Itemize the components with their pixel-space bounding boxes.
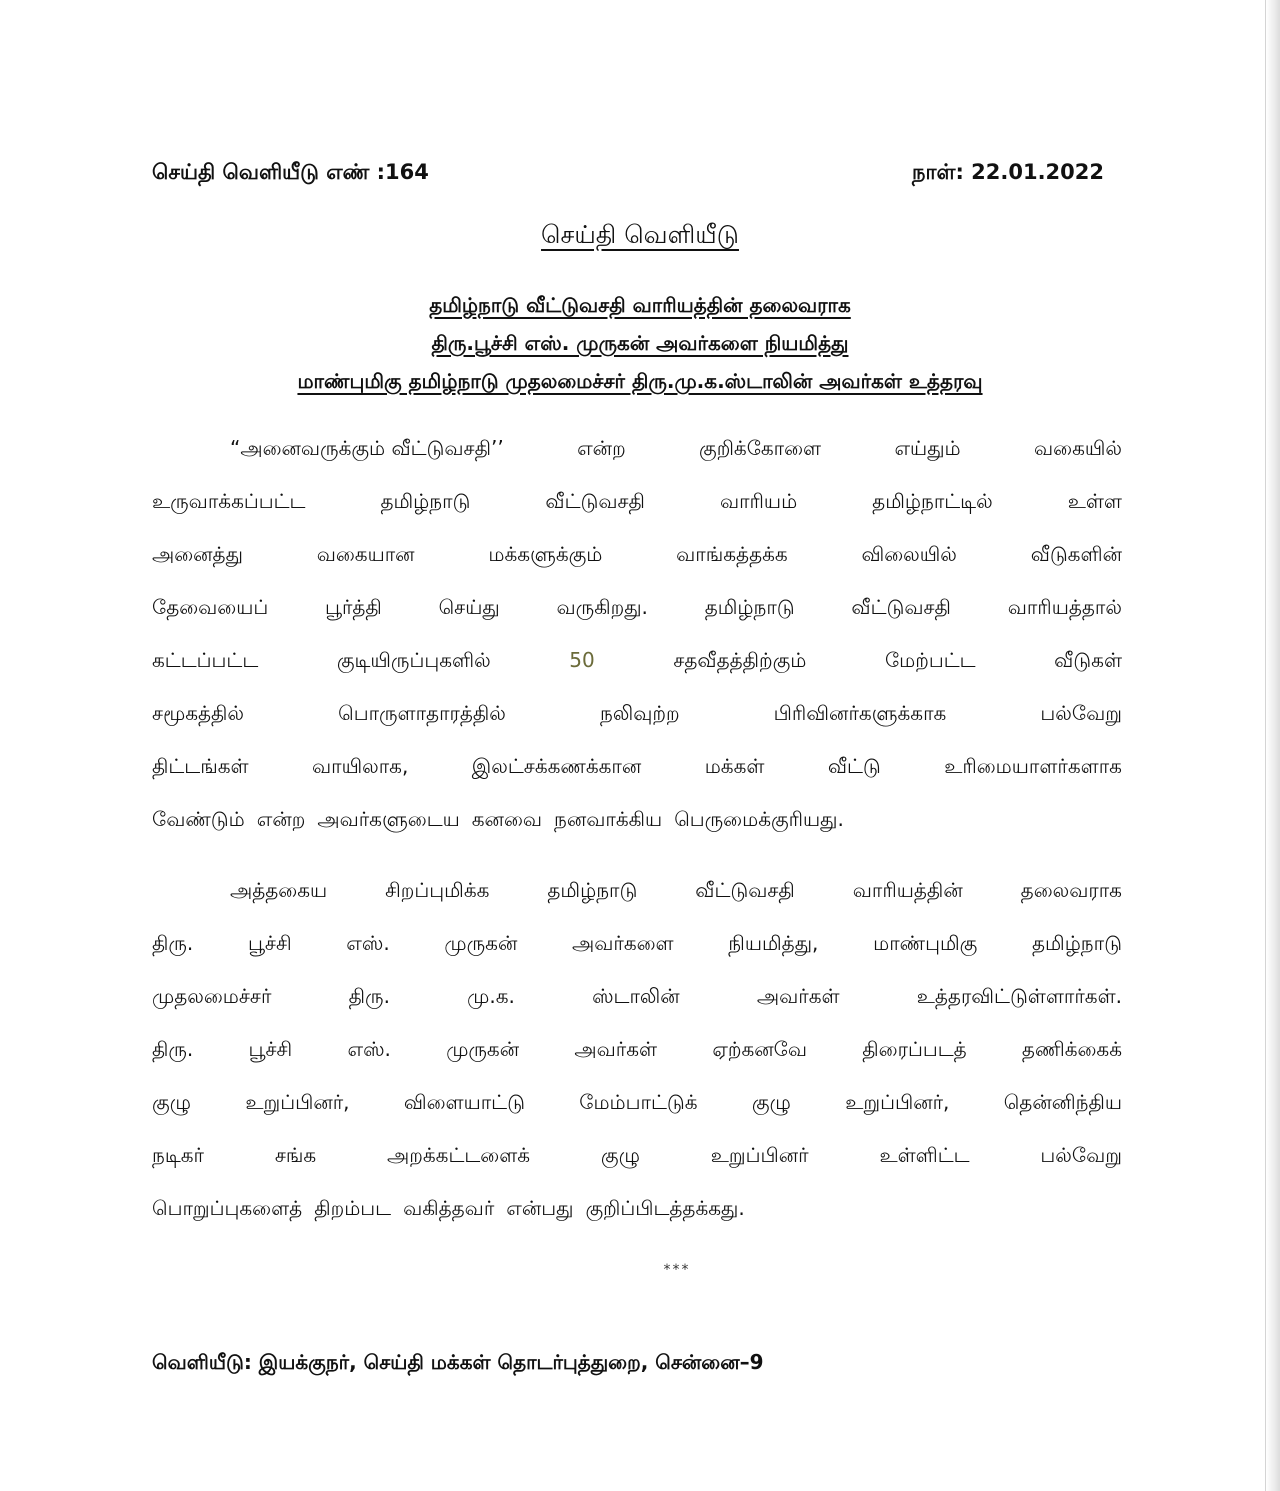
text-line: [152, 1029, 1122, 1082]
word: தலைவராக: [1020, 878, 1122, 902]
word: தமிழ்நாடு: [704, 595, 795, 619]
text-line: [152, 1188, 1122, 1241]
word: வீடுகள்: [1054, 648, 1122, 672]
word: திரைப்படத்: [862, 1037, 967, 1061]
word: தமிழ்நாடு: [547, 878, 638, 902]
word: வாங்கத்தக்க: [676, 542, 788, 566]
word: வாரியத்தால்: [1007, 595, 1122, 619]
headline: [152, 286, 1128, 400]
text-line: [152, 693, 1122, 746]
word: முருகன்: [446, 1037, 520, 1061]
word: என்ற: [577, 436, 626, 460]
word: திறம்பட: [314, 1196, 392, 1220]
word: பெருமைக்குரியது.: [674, 807, 844, 831]
word: வேண்டும்: [152, 807, 245, 831]
word: 50: [569, 648, 595, 672]
word: கட்டப்பட்ட: [152, 648, 259, 672]
word: வாயிலாக,: [312, 754, 409, 778]
word: இலட்சக்கணக்கான: [471, 754, 642, 778]
text-line: [152, 587, 1122, 640]
headline-line: தமிழ்நாடு வீட்டுவசதி வாரியத்தின் தலைவராக: [429, 293, 851, 317]
word: சமூகத்தில்: [152, 701, 245, 725]
word: அவர்கள்: [756, 984, 840, 1008]
word: பூச்சி: [248, 1037, 293, 1061]
word: குழு: [600, 1143, 640, 1167]
word: என்பது: [506, 1196, 574, 1220]
word: பொருளாதாரத்தில்: [338, 701, 506, 725]
word: முருகன்: [444, 931, 518, 955]
word: சங்க: [274, 1143, 317, 1167]
word: திட்டங்கள்: [152, 754, 249, 778]
headline-line: திரு.பூச்சி எஸ். முருகன் அவர்களை நியமித்து: [431, 331, 849, 355]
text-line: [152, 746, 1122, 799]
page-edge-shadow: [1266, 0, 1280, 1491]
word: உறுப்பினர்: [710, 1143, 809, 1167]
word: தமிழ்நாடு: [380, 489, 471, 513]
word: பூர்த்தி: [325, 595, 382, 619]
word: உள்ளிட்ட: [879, 1143, 970, 1167]
word: மக்களுக்கும்: [488, 542, 603, 566]
word: “அனைவருக்கும் வீட்டுவசதி’’: [230, 436, 504, 460]
word: எய்தும்: [894, 436, 961, 460]
word: வீட்டுவசதி: [545, 489, 645, 513]
document-title: செய்தி வெளியீடு: [541, 220, 739, 249]
word: வீட்டு: [827, 754, 881, 778]
word: அவர்களை: [572, 931, 674, 955]
text-line: [152, 428, 1122, 481]
release-number: செய்தி வெளியீடு எண் :164: [152, 160, 429, 184]
text-line: [152, 976, 1122, 1029]
word: ஏற்கனவே: [712, 1037, 808, 1061]
text-line: [152, 1135, 1122, 1188]
footer-issuer: வெளியீடு: இயக்குநர், செய்தி மக்கள் தொடர்புத்துறை, சென்னை–9: [152, 1350, 764, 1374]
word: வகையில்: [1034, 436, 1122, 460]
word: உறுப்பினர்,: [845, 1090, 950, 1114]
word: பூச்சி: [247, 931, 292, 955]
word: தமிழ்நாடு: [1031, 931, 1122, 955]
word: மக்கள்: [704, 754, 765, 778]
word: குடியிருப்புகளில்: [336, 648, 491, 672]
word: பல்வேறு: [1040, 701, 1122, 725]
word: எஸ்.: [346, 931, 390, 955]
text-line: [152, 481, 1122, 534]
word: என்ற: [256, 807, 306, 831]
text-line: [152, 534, 1122, 587]
separator: ***: [663, 1262, 691, 1278]
headline-line: மாண்புமிகு தமிழ்நாடு முதலமைச்சர் திரு.மு.க.ஸ்டாலின் அவர்கள் உத்தரவு: [297, 369, 983, 393]
word: வகையான: [316, 542, 415, 566]
word: கனவை: [471, 807, 543, 831]
word: குழு: [751, 1090, 791, 1114]
word: முதலமைச்சர்: [152, 984, 272, 1008]
word: உள்ள: [1067, 489, 1122, 513]
word: உருவாக்கப்பட்ட: [152, 489, 306, 513]
word: தணிக்கைக்: [1021, 1037, 1122, 1061]
word: குழு: [152, 1090, 192, 1114]
word: தென்னிந்திய: [1003, 1090, 1122, 1114]
word: தேவையைப்: [152, 595, 269, 619]
word: அவர்கள்: [574, 1037, 658, 1061]
word: நடிகர்: [152, 1143, 204, 1167]
word: விலையில்: [861, 542, 957, 566]
word: நலிவுற்ற: [599, 701, 680, 725]
word: திரு.: [152, 931, 194, 955]
word: நனவாக்கிய: [554, 807, 663, 831]
word: ஸ்டாலின்: [592, 984, 680, 1008]
word: பொறுப்புகளைத்: [152, 1196, 303, 1220]
text-line: [152, 799, 1122, 852]
word: மாண்புமிகு: [873, 931, 978, 955]
word: சதவீதத்திற்கும்: [673, 648, 807, 672]
paragraph-2: [152, 870, 1122, 1241]
word: அறக்கட்டளைக்: [387, 1143, 531, 1167]
word: வாரியம்: [719, 489, 798, 513]
text-line: [152, 1082, 1122, 1135]
word: குறிக்கோளை: [699, 436, 822, 460]
text-line: [152, 923, 1122, 976]
word: திரு.: [348, 984, 390, 1008]
word: பிரிவினர்களுக்காக: [773, 701, 947, 725]
word: மேற்பட்ட: [884, 648, 976, 672]
word: வகித்தவர்: [403, 1196, 495, 1220]
word: வீடுகளின்: [1030, 542, 1122, 566]
word: அனைத்து: [152, 542, 243, 566]
word: குறிப்பிடத்தக்கது.: [585, 1196, 745, 1220]
word: அவர்களுடைய: [317, 807, 460, 831]
word: மு.க.: [467, 984, 515, 1008]
header-row: [152, 160, 1104, 196]
release-date: நாள்: 22.01.2022: [912, 160, 1104, 184]
word: வருகிறது.: [556, 595, 648, 619]
word: எஸ்.: [347, 1037, 391, 1061]
word: திரு.: [152, 1037, 194, 1061]
word: நியமித்து,: [728, 931, 819, 955]
word: பல்வேறு: [1040, 1143, 1122, 1167]
word: செய்து: [438, 595, 500, 619]
word: உத்தரவிட்டுள்ளார்கள்.: [916, 984, 1122, 1008]
word: சிறப்புமிக்க: [385, 878, 490, 902]
word: உறுப்பினர்,: [245, 1090, 350, 1114]
word: வீட்டுவசதி: [695, 878, 795, 902]
word: வாரியத்தின்: [852, 878, 963, 902]
word: விளையாட்டு: [403, 1090, 525, 1114]
text-line: [152, 640, 1122, 693]
word: அத்தகைய: [230, 878, 328, 902]
paragraph-1: [152, 428, 1122, 852]
word: தமிழ்நாட்டில்: [872, 489, 993, 513]
word: வீட்டுவசதி: [851, 595, 951, 619]
word: மேம்பாட்டுக்: [579, 1090, 698, 1114]
text-line: [152, 870, 1122, 923]
word: உரிமையாளர்களாக: [944, 754, 1122, 778]
